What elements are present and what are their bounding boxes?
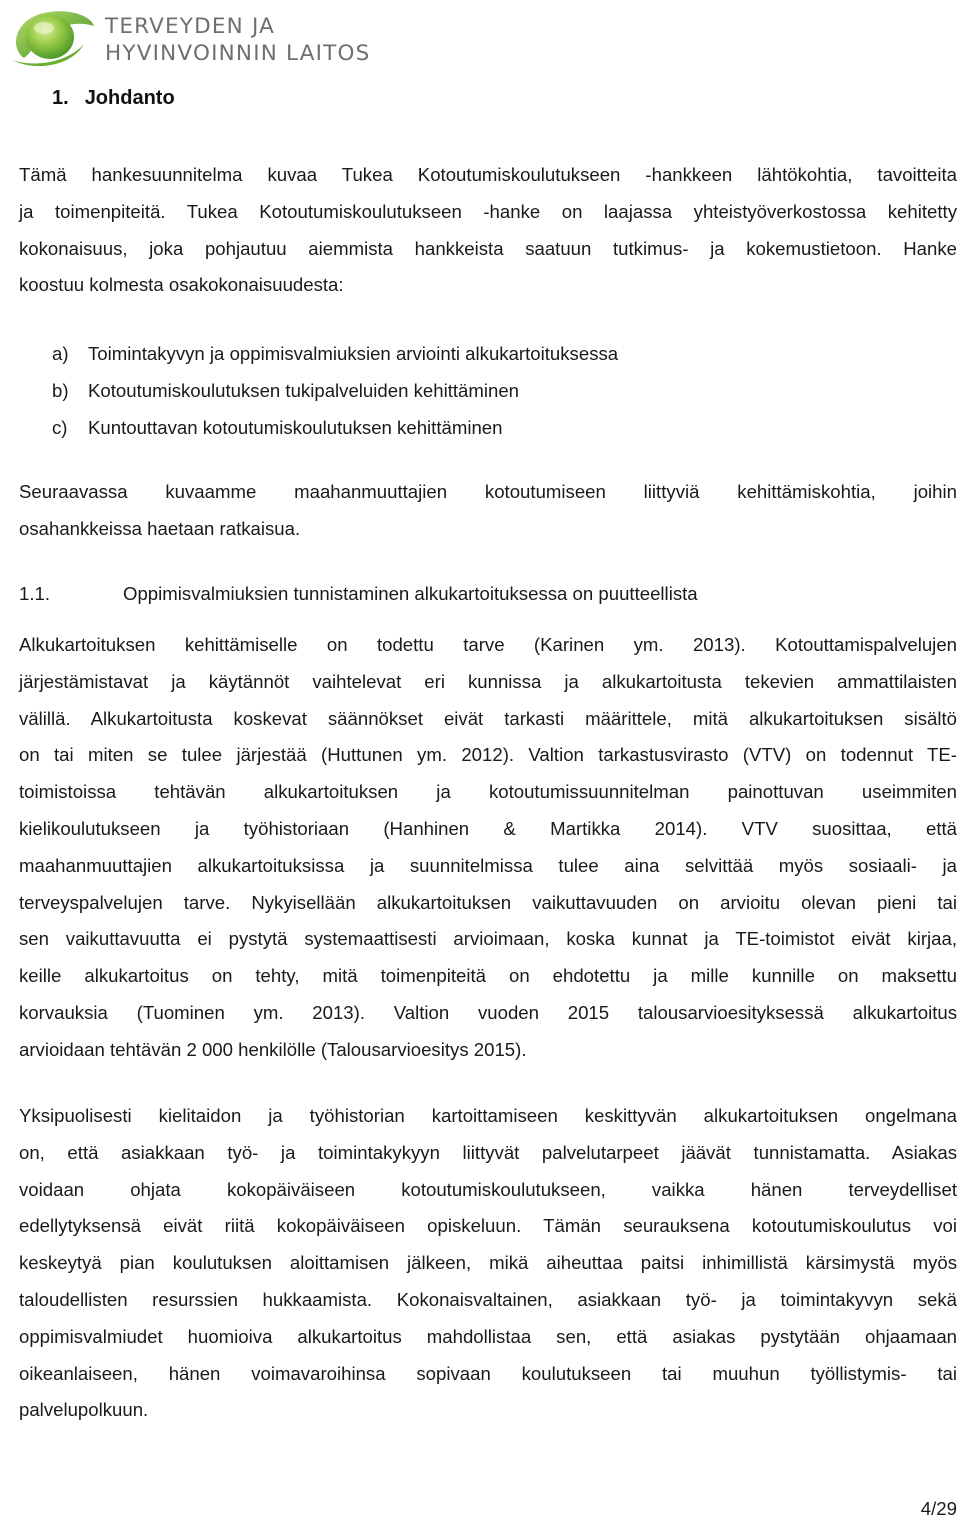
list-item: [52, 410, 618, 447]
logo-wordmark: [105, 13, 370, 67]
transition-paragraph: [19, 474, 957, 548]
list-item-text: Kotoutumiskoulutuksen tukipalveluiden kehittäminen: [88, 379, 520, 401]
text-line: osahankkeissa haetaan ratkaisua.: [19, 517, 301, 539]
section-number: 1.: [52, 87, 69, 109]
text-line: voidaan ohjata kokopäiväiseen kotoutumiskoulutukseen, vaikka hänen terveydelliset: [19, 1178, 957, 1200]
body-paragraph-1: [19, 627, 957, 1069]
section-heading-1-1: [19, 576, 698, 613]
text-line: keskeytyä pian koulutuksen aloittamisen jälkeen, mikä aiheuttaa paitsi inhimillistä kärsimystä myös: [19, 1252, 957, 1274]
list-marker: c): [52, 416, 68, 438]
logo-line-2: HYVINVOINNIN LAITOS: [105, 41, 371, 66]
list-item-text: Kuntouttavan kotoutumiskoulutuksen kehittäminen: [88, 416, 503, 438]
text-line: taloudellisten resurssien hukkaamista. Kokonaisvaltainen, asiakkaan työ- ja toimintakyvyn sekä: [19, 1288, 957, 1310]
section-heading-1: [52, 87, 175, 110]
subproject-list: [52, 336, 618, 446]
text-line: maahanmuuttajien alkukartoituksissa ja suunnitelmissa tulee aina selvittää myös sosiaali- ja: [19, 854, 957, 876]
list-marker: a): [52, 343, 69, 364]
body-paragraph-2: [19, 1098, 957, 1429]
text-line: Yksipuolisesti kielitaidon ja työhistorian kartoittamiseen keskittyvän alkukartoituksen ongelmana: [19, 1105, 957, 1126]
list-item-text: Toimintakyvyn ja oppimisvalmiuksien arviointi alkukartoituksessa: [88, 343, 619, 364]
text-line: Alkukartoituksen kehittämiselle on todettu tarve (Karinen ym. 2013). Kotouttamispalvelujen: [19, 634, 957, 655]
text-line: toimistoissa tehtävän alkukartoituksen ja kotoutumissuunnitelman painottuvan useimmiten: [19, 781, 957, 803]
text-line: korvauksia (Tuominen ym. 2013). Valtion vuoden 2015 talousarvioesityksessä alkukartoitus: [19, 1001, 957, 1023]
thl-logo: [6, 4, 386, 68]
text-line: terveyspalvelujen tarve. Nykyisellään alkukartoituksen vaikuttavuuden on arvioitu olevan pieni tai: [19, 891, 957, 913]
text-line: on, että asiakkaan työ- ja toimintakykyyn liittyvät palvelutarpeet jäävät tunnistamatta. Asiakas: [19, 1141, 957, 1163]
list-item: [52, 373, 618, 410]
section-title: Johdanto: [84, 87, 175, 109]
text-line: välillä. Alkukartoitusta koskevat säännökset eivät tarkasti määrittele, mitä alkukartoituksen sisältö: [19, 707, 957, 729]
text-line: kokonaisuus, joka pohjautuu aiemmista hankkeista saatuun tutkimus- ja kokemustietoon. Hanke: [19, 237, 957, 259]
section-number: 1.1.: [19, 583, 51, 604]
text-line: kielikoulutukseen ja työhistoriaan (Hanhinen & Martikka 2014). VTV suosittaa, että: [19, 817, 957, 839]
text-line: Tämä hankesuunnitelma kuvaa Tukea Kotoutumiskoulutukseen -hankkeen lähtökohtia, tavoitteita: [19, 164, 957, 185]
text-line: edellytyksensä eivät riitä kokopäiväiseen opiskeluun. Tämän seurauksena kotoutumiskoulutus voi: [19, 1215, 957, 1237]
text-line: ja toimenpiteitä. Tukea Kotoutumiskoulutukseen -hanke on laajassa yhteistyöverkostossa kehitetty: [19, 200, 957, 222]
text-line: koostuu kolmesta osakokonaisuudesta:: [19, 274, 344, 296]
intro-paragraph: [19, 157, 957, 304]
text-line: sen vaikuttavuutta ei pystytä systemaattisesti arvioimaan, koska kunnat ja TE-toimistot eivät kirjaa,: [19, 928, 957, 950]
leaf-logo-icon: [6, 4, 98, 68]
section-title: Oppimisvalmiuksien tunnistaminen alkukartoituksessa on puutteellista: [123, 583, 698, 604]
text-line: järjestämistavat ja käytännöt vaihtelevat eri kunnissa ja alkukartoitusta tekevien ammattilaisten: [19, 670, 957, 692]
list-marker: b): [52, 379, 69, 401]
logo-line-1: TERVEYDEN JA: [105, 14, 276, 39]
text-line: oikeanlaiseen, hänen voimavaroihinsa sopivaan koulutukseen tai muuhun työllistymis- tai: [19, 1362, 957, 1384]
list-item: [52, 336, 618, 373]
page-number: 4/29: [920, 1498, 957, 1519]
text-line: arvioidaan tehtävän 2 000 henkilölle (Talousarvioesitys 2015).: [19, 1038, 527, 1060]
text-line: on tai miten se tulee järjestää (Huttunen ym. 2012). Valtion tarkastusvirasto (VTV) on todennut TE-: [19, 744, 957, 766]
text-line: keille alkukartoitus on tehty, mitä toimenpiteitä on ehdotettu ja mille kunnille on maksettu: [19, 965, 957, 987]
text-line: Seuraavassa kuvaamme maahanmuuttajien kotoutumiseen liittyviä kehittämiskohtia, joihin: [19, 481, 957, 502]
text-line: palvelupolkuun.: [19, 1399, 149, 1421]
text-line: oppimisvalmiudet huomioiva alkukartoitus mahdollistaa sen, että asiakas pystytään ohjaamaan: [19, 1325, 957, 1347]
